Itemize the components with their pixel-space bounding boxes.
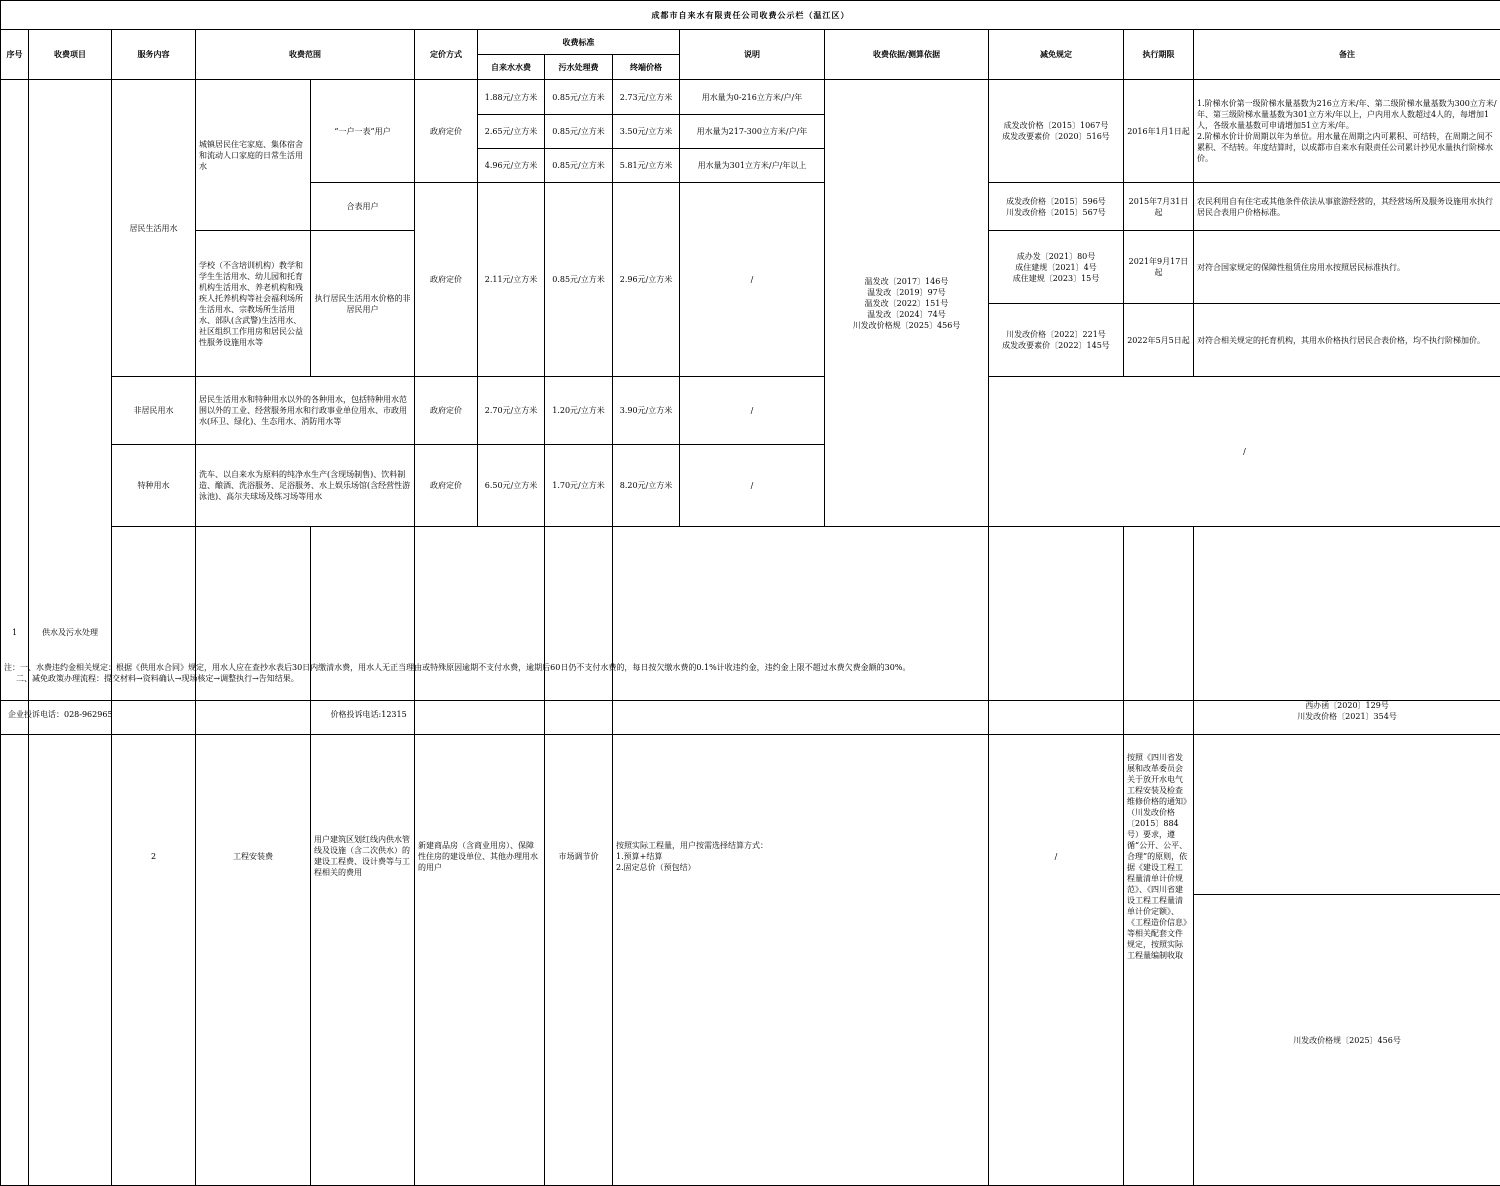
nonres-desc: / [680,377,825,445]
seq-2: 2 [112,527,196,1186]
scope-school: 学校（不含培训机构）教学和学生生活用水、幼儿园和托育机构生活用水、养老机构和残疾人托养机构等社会福利场所生活用水、宗教场所生活用水、部队(含武警)生活用水、社区组织工作用房和居民公益性服务设施用水等 [196,231,311,377]
scope-special: 洗车、以自来水为原料的纯净水生产(含现场制售)、饮料制造、酿酒、洗浴服务、足浴服务、水上娱乐场馆(含经营性游泳池)、高尔夫球场及练习场等用水 [196,445,415,527]
enterprise-complaint-phone: 企业投诉电话：028-962965 [8,709,328,720]
pricing-gov-4: 政府定价 [415,445,478,527]
seq-1: 1 [1,80,29,1186]
pricing-market: 市场调节价 [545,527,613,1186]
subscope-nonres-at-res-price: 执行居民生活用水价格的非居民用户 [311,231,415,377]
service-installation: 用户建筑区划红线内供水管线及设施（含二次供水）的建设工程费、设计费等与工程相关的费用 [311,527,415,1186]
basis-installation: 按照《四川省发展和改革委员会关于放开水电气工程安装及检查维修价格的通知》（川发改价格〔2015〕884号）要求，遵循“公开、公平、合理”的原则，依据《建设工程工程量清单计价规范》、《四川省建设工程工程量清单计价定额》、《工程造价信息》等相关配套文件规定，按照实际工程量编制收取 [1124,527,1194,1186]
desc-installation: / [989,527,1124,1186]
scope-installation: 新建商品房（含商业用房）、保障性住房的建设单位、其他办理用水的用户 [415,527,545,1186]
item-installation: 工程安装费 [196,527,311,1186]
pricing-gov-1: 政府定价 [415,80,478,183]
pricing-gov-3: 政府定价 [415,377,478,445]
price-complaint-phone: 价格投诉电话:12315 [331,709,407,720]
notes-divider [0,700,1500,701]
service-special: 特种用水 [112,445,196,527]
mid-final: 2.96元/立方米 [613,183,680,377]
remark-d: 对符合相关规定的托育机构，其用水价格执行居民合表价格，均不执行阶梯加价。 [1194,304,1500,377]
subscope-shared-meter: 合表用户 [311,183,415,231]
header-basis: 收费依据/测算依据 [825,30,989,80]
header-remarks: 备注 [1194,30,1500,80]
contact-info [8,709,407,720]
standard-installation: 按照实际工程量，用户按需选择结算方式： 1.预算+结算 2.固定总价（预包结） [613,527,989,1186]
reduction-f: 川发改价格规〔2025〕456号 [1194,895,1500,1186]
header-item: 收费项目 [29,30,112,80]
nonres-final: 3.90元/立方米 [613,377,680,445]
merged-slash: / [989,377,1500,527]
header-period: 执行期限 [1124,30,1194,80]
header-water-fee: 自来水水费 [478,55,545,80]
header-pricing: 定价方式 [415,30,478,80]
header-service: 服务内容 [112,30,196,80]
special-water: 6.50元/立方米 [478,445,545,527]
subscope-one-meter: “一户一表”用户 [311,80,415,183]
tier1-final: 2.73元/立方米 [613,80,680,115]
period-c: 2021年9月17日起 [1124,231,1194,304]
nonres-water: 2.70元/立方米 [478,377,545,445]
tier3-water: 4.96元/立方米 [478,149,545,183]
remark-b: 农民利用自有住宅或其他条件依法从事旅游经营的，其经营场所及服务设施用水执行居民合表用户价格标准。 [1194,183,1500,231]
header-reduction: 减免规定 [989,30,1124,80]
special-sewage: 1.70元/立方米 [545,445,613,527]
tier2-water: 2.65元/立方米 [478,115,545,149]
notes [4,662,1494,684]
period-b: 2015年7月31日起 [1124,183,1194,231]
table-title: 成都市自来水有限责任公司收费公示栏（温江区） [1,1,1500,30]
pricing-gov-2: 政府定价 [415,183,478,377]
tier1-sewage: 0.85元/立方米 [545,80,613,115]
header-sewage-fee: 污水处理费 [545,55,613,80]
remark-c: 对符合国家规定的保障性租赁住房用水按照居民标准执行。 [1194,231,1500,304]
reduction-e: 西办函〔2020〕129号 川发改价格〔2021〕354号 [1194,527,1500,895]
basis-1: 温发改〔2017〕146号 温发改〔2019〕97号 温发改〔2022〕151号 温发改〔2024〕74号 川发改价格规〔2025〕456号 [825,80,989,527]
header-standard: 收费标准 [478,30,680,55]
mid-desc: / [680,183,825,377]
tier3-desc: 用水量为301立方米/户/年以上 [680,149,825,183]
tier2-sewage: 0.85元/立方米 [545,115,613,149]
special-desc: / [680,445,825,527]
nonres-sewage: 1.20元/立方米 [545,377,613,445]
note-process: 二、减免政策办理流程：提交材料→资料确认→现场核定→调整执行→告知结果。 [4,673,1494,684]
header-scope: 收费范围 [196,30,415,80]
item-water-supply: 供水及污水处理 [29,80,112,1186]
reduction-a: 成发改价格〔2015〕1067号 成发改要素价〔2020〕516号 [989,80,1124,183]
period-a: 2016年1月1日起 [1124,80,1194,183]
tier1-desc: 用水量为0-216立方米/户/年 [680,80,825,115]
tier2-desc: 用水量为217-300立方米/户/年 [680,115,825,149]
header-seq: 序号 [1,30,29,80]
reduction-b: 成发改价格〔2015〕596号 川发改价格〔2015〕567号 [989,183,1124,231]
service-residential: 居民生活用水 [112,80,196,377]
service-nonresidential: 非居民用水 [112,377,196,445]
scope-nonresidential: 居民生活用水和特种用水以外的各种用水，包括特种用水范围以外的工业、经营服务用水和行政事业单位用水、市政用水(环卫、绿化)、生态用水、消防用水等 [196,377,415,445]
mid-water: 2.11元/立方米 [478,183,545,377]
reduction-c: 成办发〔2021〕80号 成住建规〔2021〕4号 成住建规〔2023〕15号 [989,231,1124,304]
mid-sewage: 0.85元/立方米 [545,183,613,377]
note-penalty: 注：一、水费违约金相关规定：根据《供用水合同》规定，用水人应在查抄水表后30日内缴清水费，用水人无正当理由或特殊原因逾期不支付水费，逾期后60日仍不支付水费的，每日按欠缴水费的0.1%计收违约金，违约金上限不超过水费欠费金额的30%。 [4,662,1494,673]
tier2-final: 3.50元/立方米 [613,115,680,149]
header-desc: 说明 [680,30,825,80]
period-d: 2022年5月5日起 [1124,304,1194,377]
special-final: 8.20元/立方米 [613,445,680,527]
tier1-water: 1.88元/立方米 [478,80,545,115]
scope-residential: 城镇居民住宅家庭、集体宿舍和流动人口家庭的日常生活用水 [196,80,311,231]
tier3-sewage: 0.85元/立方米 [545,149,613,183]
reduction-d: 川发改价格〔2022〕221号 成发改要素价〔2022〕145号 [989,304,1124,377]
tier3-final: 5.81元/立方米 [613,149,680,183]
header-final-price: 终端价格 [613,55,680,80]
remark-a: 1.阶梯水价第一级阶梯水量基数为216立方米/年、第二级阶梯水量基数为300立方米/年、第三级阶梯水量基数为301立方米/年以上，户内用水人数超过4人的，每增加1人，各级水量基数可申请增加51立方米/年。 2.阶梯水价计价周期以年为单位。用水量在周期之内可累积、可结转，在周期之间不累积、不结转。年度结算时，以成都市自来水有限责任公司累计抄见水量执行阶梯水价。 [1194,80,1500,183]
